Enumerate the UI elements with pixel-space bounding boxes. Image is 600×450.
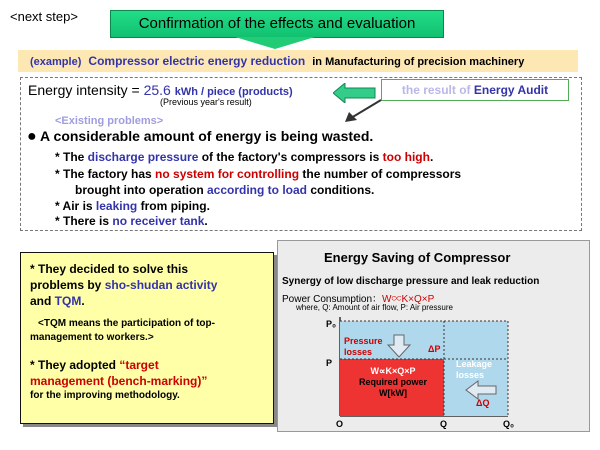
compressor-diagram	[277, 240, 590, 432]
problem-item-2-cont: brought into operation according to load conditions.	[75, 183, 375, 197]
example-tag: (example)	[30, 56, 82, 68]
solution-line-2: problems by sho-shudan activity	[30, 278, 218, 292]
problem-item-3: * Air is leaking from piping.	[55, 199, 210, 213]
adopt-line-2: management (bench-marking)”	[30, 374, 208, 388]
diagram-where: where, Q: Amount of air flow, P: Air pressure	[296, 303, 453, 312]
delta-q-label: ΔQ	[476, 398, 490, 408]
next-step-label: <next step>	[10, 9, 78, 24]
label-p0: P₀	[326, 319, 337, 329]
problem-item-1: * The discharge pressure of the factory's compressors is too high.	[55, 150, 434, 164]
audit-emphasis: Energy Audit	[473, 83, 549, 97]
label-q0: Q₀	[503, 419, 515, 429]
label-p: P	[326, 358, 333, 368]
energy-intensity	[28, 82, 293, 98]
diagram-title: Energy Saving of Compressor	[324, 250, 511, 265]
example-suffix: in Manufacturing of precision machinery	[312, 56, 525, 68]
down-arrow-icon	[235, 37, 315, 49]
delta-p-label: ΔP	[428, 344, 441, 354]
adopt-line-1: * They adopted “target	[30, 358, 159, 372]
energy-audit-label	[381, 79, 569, 101]
label-origin: O	[336, 419, 344, 429]
diagram-power: Power Consumption：W∝K×Q×P	[282, 294, 435, 305]
adopt-line-3: for the improving methodology.	[30, 390, 180, 401]
label-q: Q	[440, 419, 448, 429]
solution-line-3: and TQM.	[30, 294, 85, 308]
existing-problems-heading: <Existing problems>	[55, 115, 164, 127]
problem-item-4: * There is no receiver tank.	[55, 214, 208, 228]
diagram-synergy: Synergy of low discharge pressure and leak reduction	[282, 276, 540, 287]
example-title: Compressor electric energy reduction	[88, 54, 306, 68]
main-problem-text: A considerable amount of energy is being wasted.	[40, 128, 374, 144]
tqm-note-2: management to workers.>	[30, 332, 154, 343]
intensity-label: Energy intensity =	[28, 82, 144, 98]
diagonal-arrow-icon	[343, 98, 383, 124]
intensity-value: 25.6	[143, 82, 171, 98]
intensity-unit: kWh / piece (products)	[174, 86, 293, 98]
pressure-losses-label: Pressure losses	[344, 336, 383, 357]
solution-line-1: * They decided to solve this	[30, 262, 189, 276]
diagram-plot	[278, 241, 589, 431]
leakage-losses-label: Leakage losses	[456, 359, 493, 380]
previous-year-note: (Previous year's result)	[160, 97, 252, 107]
solution-note	[20, 252, 274, 424]
problem-item-2: * The factory has no system for controlling the number of compressors	[55, 167, 462, 181]
tqm-note-1: <TQM means the participation of top-	[38, 318, 215, 329]
banner-title: Confirmation of the effects and evaluation	[110, 10, 444, 38]
main-problem	[27, 128, 373, 146]
required-power-label: W∝K×Q×P Required power W[kW]	[358, 366, 427, 398]
example-bar	[18, 50, 578, 72]
bullet-icon: ●	[27, 128, 37, 145]
audit-prefix: the result of	[401, 83, 474, 97]
